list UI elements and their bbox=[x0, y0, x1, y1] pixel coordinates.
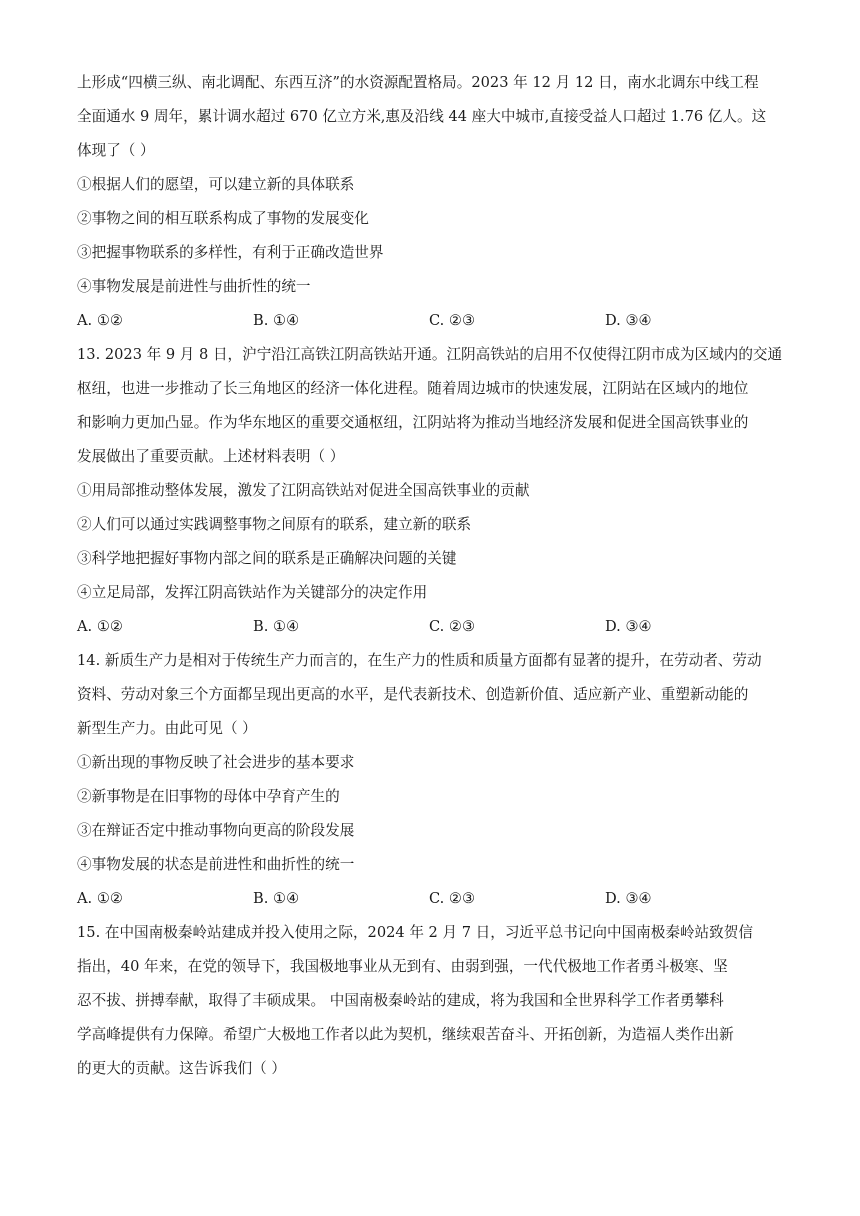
question-12-option-a: A. ①② bbox=[77, 312, 123, 329]
question-12-option-b: B. ①④ bbox=[253, 312, 300, 329]
question-15-text-line-3: 忍不拔、拼搏奉献，取得了丰硕成果。 中国南极秦岭站的建成，将为我国和全世界科学工作者勇攀科 bbox=[77, 992, 724, 1009]
question-12-option-d: D. ③④ bbox=[605, 312, 652, 329]
question-12-statement-4: ④事物发展是前进性与曲折性的统一 bbox=[77, 278, 311, 295]
question-13-option-b: B. ①④ bbox=[253, 618, 300, 635]
question-12-option-c: C. ②③ bbox=[429, 312, 476, 329]
question-14-statement-1: ①新出现的事物反映了社会进步的基本要求 bbox=[77, 754, 355, 771]
question-14-statement-2: ②新事物是在旧事物的母体中孕育产生的 bbox=[77, 788, 340, 805]
question-15-text-line-4: 学高峰提供有力保障。希望广大极地工作者以此为契机，继续艰苦奋斗、开拓创新，为造福人类作出新 bbox=[77, 1026, 734, 1043]
question-12-text-line-3: 体现了（ ） bbox=[77, 142, 155, 159]
question-14-statement-3: ③在辩证否定中推动事物向更高的阶段发展 bbox=[77, 822, 355, 839]
question-12-text-line-1: 上形成“四横三纵、南北调配、东西互济”的水资源配置格局。2023 年 12 月 12 日，南水北调东中线工程 bbox=[77, 74, 759, 91]
question-14-text-line-2: 资料、劳动对象三个方面都呈现出更高的水平，是代表新技术、创造新价值、适应新产业、重塑新动能的 bbox=[77, 686, 749, 703]
question-13-text-line-4: 发展做出了重要贡献。上述材料表明（ ） bbox=[77, 448, 345, 465]
question-13-option-c: C. ②③ bbox=[429, 618, 476, 635]
question-13-statement-4: ④立足局部，发挥江阴高铁站作为关键部分的决定作用 bbox=[77, 584, 428, 601]
question-15-text-line-2: 指出，40 年来，在党的领导下，我国极地事业从无到有、由弱到强，一代代极地工作者勇斗极寒、坚 bbox=[77, 958, 728, 975]
question-14-option-b: B. ①④ bbox=[253, 890, 300, 907]
question-13-option-a: A. ①② bbox=[77, 618, 123, 635]
question-12-statement-3: ③把握事物联系的多样性，有利于正确改造世界 bbox=[77, 244, 384, 261]
question-14-option-d: D. ③④ bbox=[605, 890, 652, 907]
question-13-text-line-2: 枢纽，也进一步推动了长三角地区的经济一体化进程。随着周边城市的快速发展，江阴站在区域内的地位 bbox=[77, 380, 749, 397]
question-14-statement-4: ④事物发展的状态是前进性和曲折性的统一 bbox=[77, 856, 355, 873]
question-13-statement-3: ③科学地把握好事物内部之间的联系是正确解决问题的关键 bbox=[77, 550, 457, 567]
question-13-statement-2: ②人们可以通过实践调整事物之间原有的联系，建立新的联系 bbox=[77, 516, 472, 533]
question-12-statement-2: ②事物之间的相互联系构成了事物的发展变化 bbox=[77, 210, 369, 227]
question-14-option-a: A. ①② bbox=[77, 890, 123, 907]
question-13-text-line-1: 13. 2023 年 9 月 8 日，沪宁沿江高铁江阴高铁站开通。江阴高铁站的启用不仅使得江阴市成为区域内的交通 bbox=[77, 346, 783, 363]
question-13-statement-1: ①用局部推动整体发展，激发了江阴高铁站对促进全国高铁事业的贡献 bbox=[77, 482, 530, 499]
question-15-text-line-5: 的更大的贡献。这告诉我们（ ） bbox=[77, 1060, 286, 1077]
question-13-option-d: D. ③④ bbox=[605, 618, 652, 635]
question-14-text-line-3: 新型生产力。由此可见（ ） bbox=[77, 720, 257, 737]
question-15-text-line-1: 15. 在中国南极秦岭站建成并投入使用之际，2024 年 2 月 7 日，习近平总书记向中国南极秦岭站致贺信 bbox=[77, 924, 753, 941]
question-12-statement-1: ①根据人们的愿望，可以建立新的具体联系 bbox=[77, 176, 355, 193]
question-12-text-line-2: 全面通水 9 周年，累计调水超过 670 亿立方米,惠及沿线 44 座大中城市,直接受益人口超过 1.76 亿人。这 bbox=[77, 108, 767, 125]
question-14-text-line-1: 14. 新质生产力是相对于传统生产力而言的，在生产力的性质和质量方面都有显著的提升，在劳动者、劳动 bbox=[77, 652, 762, 669]
question-13-text-line-3: 和影响力更加凸显。作为华东地区的重要交通枢纽，江阴站将为推动当地经济发展和促进全国高铁事业的 bbox=[77, 414, 749, 431]
question-14-option-c: C. ②③ bbox=[429, 890, 476, 907]
